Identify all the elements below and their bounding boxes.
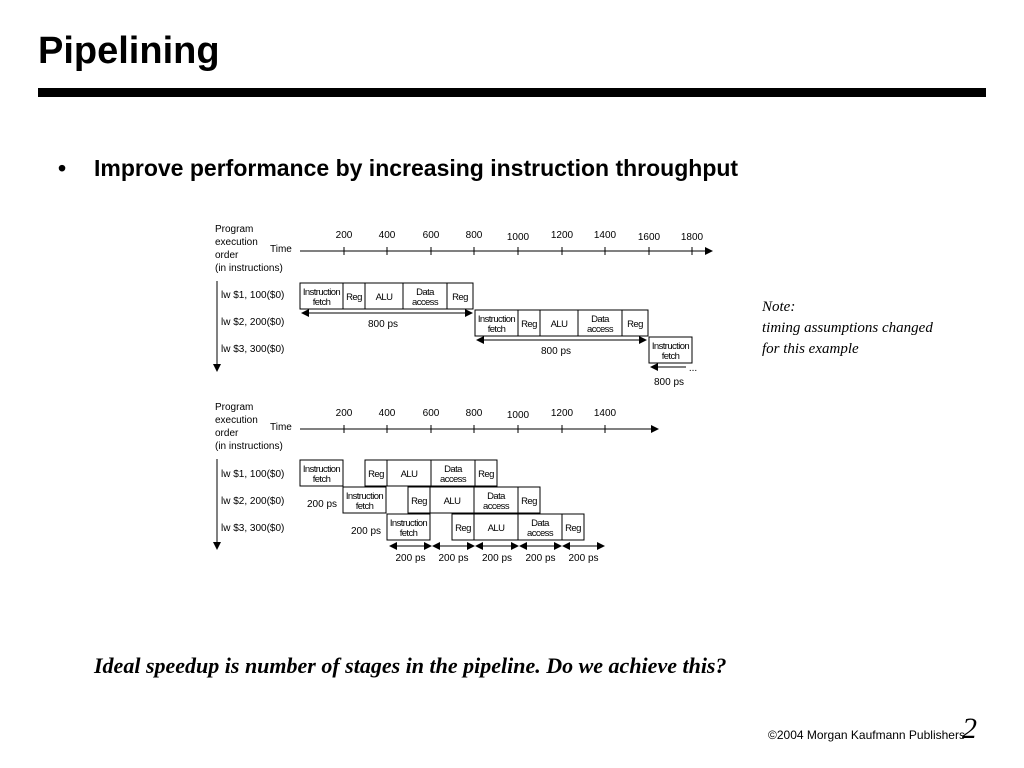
program-order-label: (in instructions) xyxy=(215,441,283,452)
instr1-fetch-label: Instruction xyxy=(302,464,341,475)
time-tick-label: 600 xyxy=(422,230,440,241)
instr2-fetch-label: Instruction xyxy=(477,314,516,325)
instr3-fetch-label: fetch xyxy=(661,351,680,362)
instr1-reg-read-label: Reg xyxy=(368,469,384,480)
instr1-data-access-label: Data xyxy=(416,287,434,298)
duration-label: 800 ps xyxy=(367,319,399,330)
instr3-reg-read-label: Reg xyxy=(455,523,471,534)
instr2-data-access-label: access xyxy=(587,324,613,335)
instr2-reg-write-label: Reg xyxy=(627,319,643,330)
note-line: timing assumptions changed xyxy=(762,320,933,336)
program-order-label: Program xyxy=(215,224,254,235)
duration-label: 800 ps xyxy=(653,377,685,388)
program-order-label: order xyxy=(215,428,239,439)
instr3-data-access-label: access xyxy=(527,528,553,539)
instruction-label: lw $1, 100($0) xyxy=(221,290,285,301)
instruction-label: lw $2, 200($0) xyxy=(221,317,285,328)
duration-label: 200 ps xyxy=(350,526,382,537)
instr1-fetch-label: fetch xyxy=(312,474,331,485)
instr1-reg-read-label: Reg xyxy=(346,292,362,303)
instr1-data-access-label: access xyxy=(440,474,466,485)
instr1-fetch-label: Instruction xyxy=(302,287,341,298)
bullet-text: Improve performance by increasing instruction throughput xyxy=(94,155,739,181)
non-pipelined-diagram xyxy=(215,224,712,388)
instr3-alu-label: ALU xyxy=(487,523,505,534)
stage-duration-label: 200 ps xyxy=(525,553,556,564)
time-tick-label: 1400 xyxy=(593,408,617,419)
instr3-fetch-label: Instruction xyxy=(651,341,690,352)
instr2-reg-read-label: Reg xyxy=(521,319,537,330)
program-order-label: execution xyxy=(215,237,258,248)
pipelined-diagram xyxy=(215,402,658,564)
time-tick-label: 1600 xyxy=(637,232,661,243)
instr1-data-access-label: access xyxy=(412,297,438,308)
stage-duration-label: 200 ps xyxy=(438,553,469,564)
time-tick-label: 200 xyxy=(335,408,353,419)
instr1-reg-write-label: Reg xyxy=(452,292,468,303)
time-tick-label: 1000 xyxy=(506,410,530,421)
stage-duration-label: 200 ps xyxy=(568,553,599,564)
instruction-label: lw $3, 300($0) xyxy=(221,523,285,534)
time-tick-label: 1000 xyxy=(506,232,530,243)
instr1-alu-label: ALU xyxy=(400,469,418,480)
instr3-fetch-label: Instruction xyxy=(389,518,428,529)
ellipsis: ... xyxy=(688,363,698,374)
stage-duration-label: 200 ps xyxy=(395,553,426,564)
duration-label: 800 ps xyxy=(540,346,572,357)
time-tick-label: 1800 xyxy=(680,232,704,243)
speedup-question: Ideal speedup is number of stages in the pipeline. Do we achieve this? xyxy=(94,653,727,678)
time-tick-label: 1200 xyxy=(550,230,574,241)
time-tick-label: 800 xyxy=(465,408,483,419)
instr2-fetch-label: Instruction xyxy=(345,491,384,502)
instr2-data-access-label: Data xyxy=(591,314,609,325)
program-order-label: (in instructions) xyxy=(215,263,283,274)
time-tick-label: 800 xyxy=(465,230,483,241)
slide-title: Pipelining xyxy=(38,30,220,72)
time-label: Time xyxy=(270,422,292,433)
instr2-data-access-label: access xyxy=(483,501,509,512)
page-number: 2 xyxy=(962,712,977,745)
duration-label: 200 ps xyxy=(306,499,338,510)
instr2-fetch-label: fetch xyxy=(355,501,374,512)
time-tick-label: 1400 xyxy=(593,230,617,241)
instruction-label: lw $3, 300($0) xyxy=(221,344,285,355)
instr3-reg-write-label: Reg xyxy=(565,523,581,534)
time-tick-label: 1200 xyxy=(550,408,574,419)
copyright-notice: ©2004 Morgan Kaufmann Publishers xyxy=(768,728,965,742)
time-tick-label: 600 xyxy=(422,408,440,419)
instr2-reg-write-label: Reg xyxy=(521,496,537,507)
instr1-data-access-label: Data xyxy=(444,464,462,475)
note-line: Note: xyxy=(762,299,796,315)
instr2-fetch-label: fetch xyxy=(487,324,506,335)
bullet-marker: • xyxy=(58,155,67,181)
note-line: for this example xyxy=(762,341,859,357)
instr3-data-access-label: Data xyxy=(531,518,549,529)
instr1-alu-label: ALU xyxy=(375,292,393,303)
instr2-alu-label: ALU xyxy=(550,319,568,330)
program-order-label: order xyxy=(215,250,239,261)
instr3-fetch-label: fetch xyxy=(399,528,418,539)
instr2-reg-read-label: Reg xyxy=(411,496,427,507)
time-tick-label: 400 xyxy=(378,408,396,419)
instruction-label: lw $2, 200($0) xyxy=(221,496,285,507)
stage-duration-label: 200 ps xyxy=(481,553,513,564)
time-label: Time xyxy=(270,244,292,255)
instr2-data-access-label: Data xyxy=(487,491,505,502)
program-order-label: Program xyxy=(215,402,254,413)
instruction-label: lw $1, 100($0) xyxy=(221,469,285,480)
timing-note xyxy=(762,297,933,360)
instr1-fetch-label: fetch xyxy=(312,297,331,308)
time-tick-label: 200 xyxy=(335,230,353,241)
time-tick-label: 400 xyxy=(378,230,396,241)
instr1-reg-write-label: Reg xyxy=(478,469,494,480)
instr2-alu-label: ALU xyxy=(443,496,461,507)
program-order-label: execution xyxy=(215,415,258,426)
